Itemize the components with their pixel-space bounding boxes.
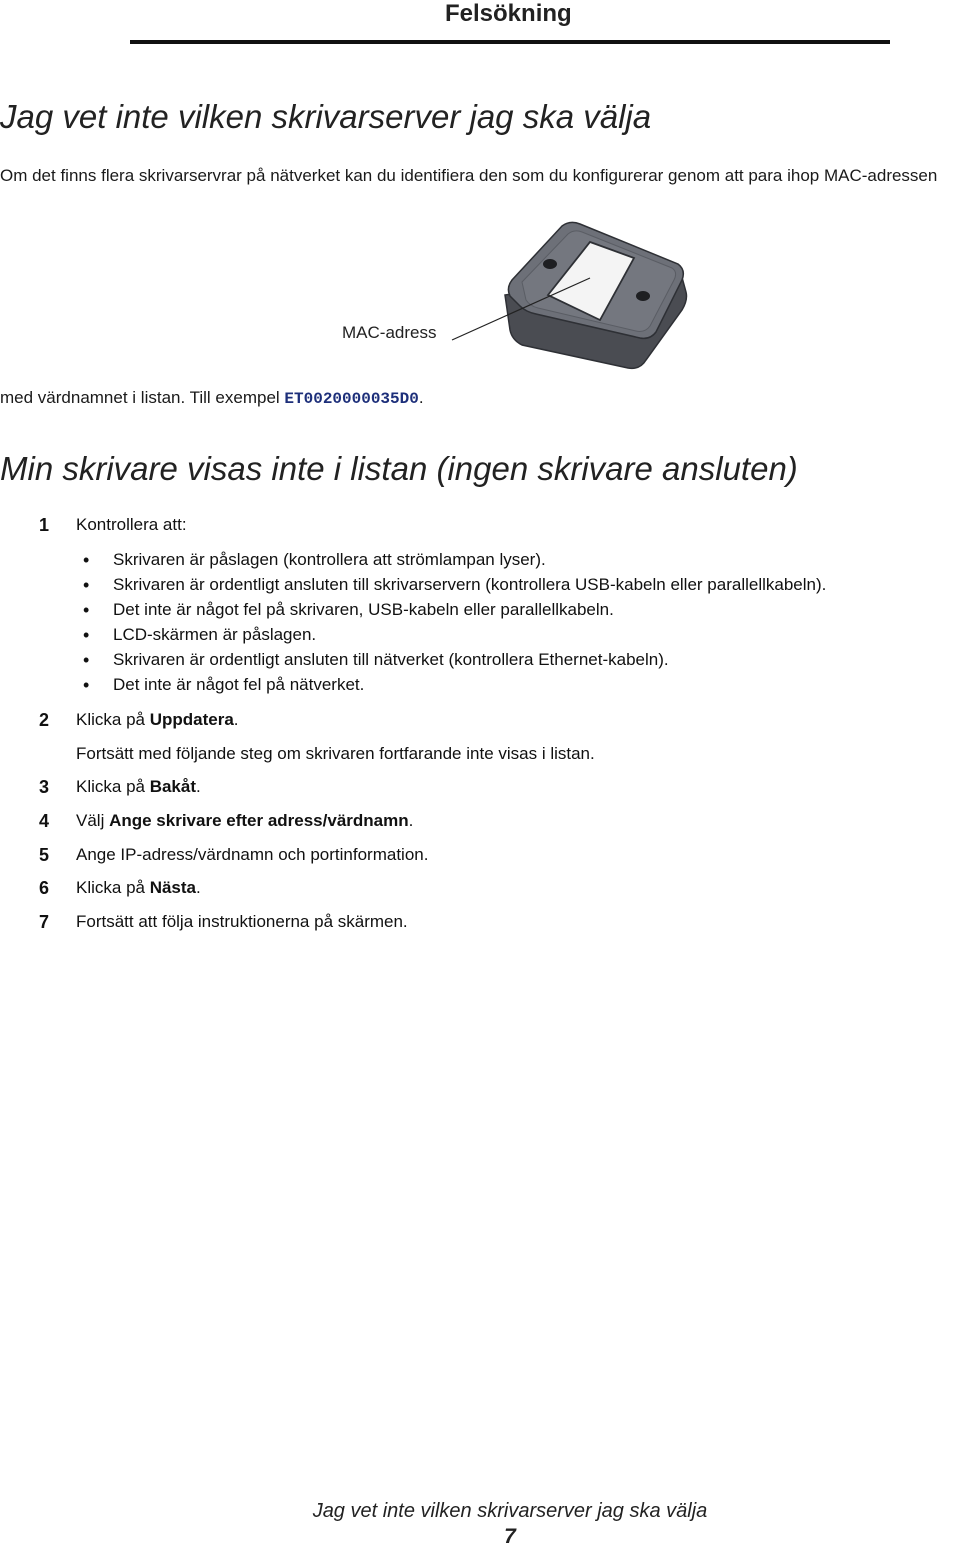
ui-term-specify-printer: Ange skrivare efter adress/värdnamn <box>109 811 409 830</box>
intro-paragraph: Om det finns flera skrivarservrar på nätverket kan du identifiera den som du konfigurerar genom att para ihop MAC-adressen <box>0 166 938 185</box>
step-text-part: Klicka på <box>76 710 150 729</box>
hostname-sentence-text: med värdnamnet i listan. Till exempel <box>0 388 285 407</box>
step-number: 2 <box>39 710 50 730</box>
step-text-part: . <box>408 811 414 830</box>
print-server-underside-illustration <box>450 210 700 370</box>
page-number: 7 <box>504 1525 516 1548</box>
bullet-glyph: • <box>83 625 90 645</box>
ui-term-next: Nästa <box>149 878 197 897</box>
bullet-glyph: • <box>83 675 90 695</box>
bullet-item: Skrivaren är ordentligt ansluten till nätverket (kontrollera Ethernet-kabeln). <box>113 650 669 669</box>
step-number: 6 <box>39 878 50 898</box>
step-text <box>76 710 239 730</box>
step-text <box>76 878 201 898</box>
step-text: Ange IP-adress/värdnamn och portinformation. <box>76 845 429 864</box>
step-number: 3 <box>39 777 50 797</box>
step-note: Fortsätt med följande steg om skrivaren fortfarande inte visas i listan. <box>76 744 595 763</box>
bullet-item: LCD-skärmen är påslagen. <box>113 625 317 644</box>
step-number: 5 <box>39 845 50 865</box>
ui-term-back: Bakåt <box>149 777 197 796</box>
step-text-part: . <box>196 777 201 796</box>
step-text-part: . <box>196 878 201 897</box>
bullet-glyph: • <box>83 650 90 670</box>
header-rule <box>130 40 890 44</box>
footer-title: Jag vet inte vilken skrivarserver jag ska välja <box>312 1500 708 1522</box>
section-title-server: Jag vet inte vilken skrivarserver jag ska välja <box>0 98 652 135</box>
bullet-glyph: • <box>83 600 90 620</box>
step-text-part: . <box>233 710 239 729</box>
step-number: 7 <box>39 912 50 932</box>
step-text: Kontrollera att: <box>76 515 187 534</box>
hostname-example-code: ET0020000035D0 <box>284 390 419 408</box>
ui-term-update: Uppdatera <box>149 710 234 729</box>
mac-address-callout-label: MAC-adress <box>342 323 437 342</box>
step-text <box>76 811 413 831</box>
bullet-item: Skrivaren är ordentligt ansluten till skrivarservern (kontrollera USB-kabeln eller parallellkabeln). <box>113 575 827 594</box>
hostname-example-sentence <box>0 386 424 411</box>
running-header: Felsökning <box>445 0 572 27</box>
step-text-part: Klicka på <box>76 777 150 796</box>
bullet-item: Skrivaren är påslagen (kontrollera att strömlampan lyser). <box>113 550 546 569</box>
step-text <box>76 777 201 797</box>
hostname-sentence-end: . <box>418 388 424 407</box>
step-number: 1 <box>39 515 50 535</box>
step-text: Fortsätt att följa instruktionerna på skärmen. <box>76 912 408 931</box>
bullet-glyph: • <box>83 575 90 595</box>
bullet-item: Det inte är något fel på skrivaren, USB-kabeln eller parallellkabeln. <box>113 600 614 619</box>
section-title-no-printer: Min skrivare visas inte i listan (ingen skrivare ansluten) <box>0 450 798 487</box>
bullet-item: Det inte är något fel på nätverket. <box>113 675 365 694</box>
bullet-glyph: • <box>83 550 90 570</box>
step-text-part: Klicka på <box>76 878 150 897</box>
step-number: 4 <box>39 811 50 831</box>
step-text-part: Välj <box>76 811 110 830</box>
